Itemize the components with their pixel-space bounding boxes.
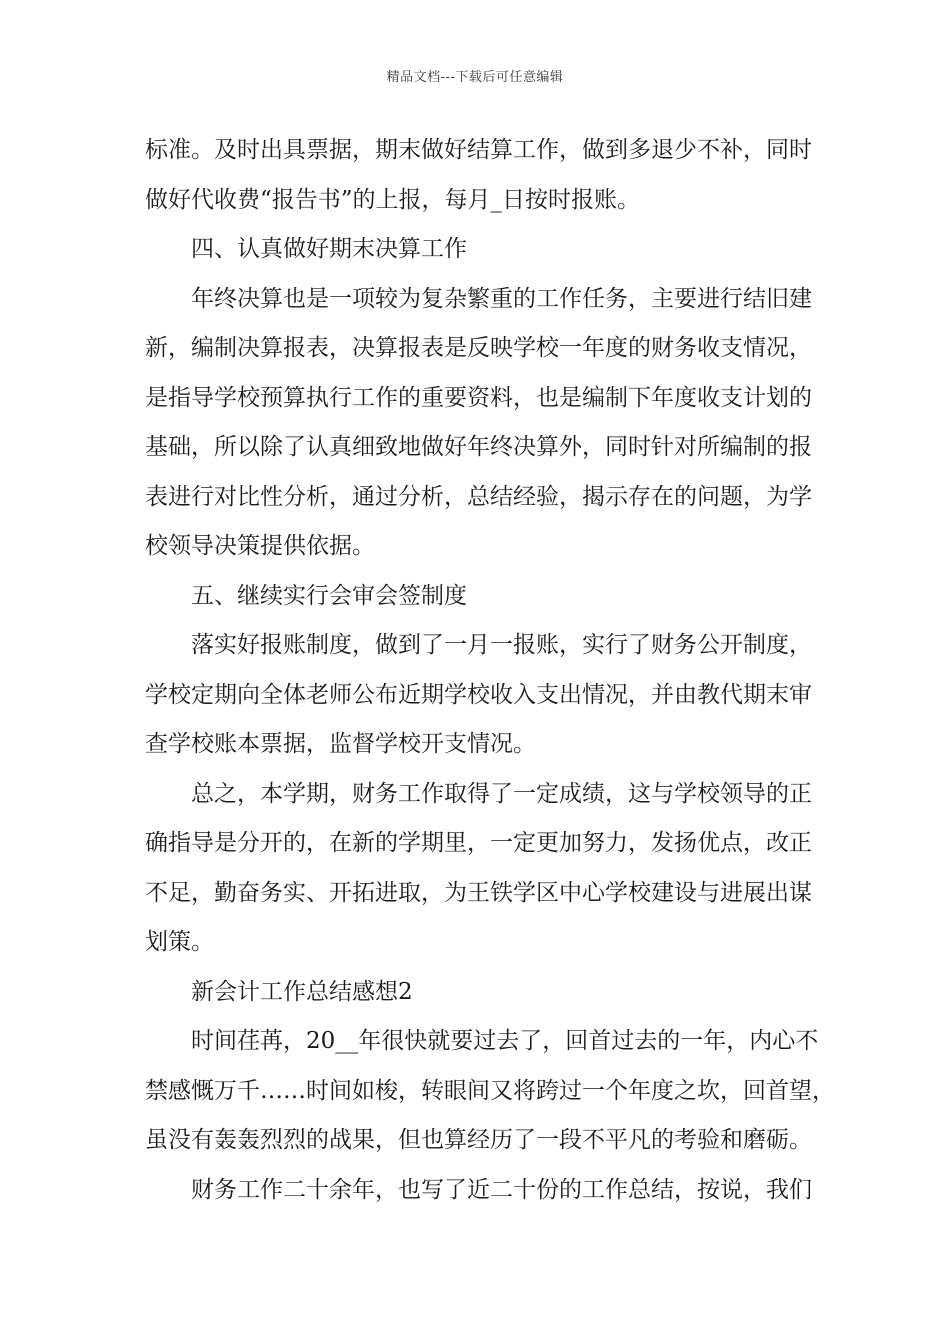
text-line: 时间荏苒，20__年很快就要过去了，回首过去的一年，内心不 — [191, 1028, 819, 1054]
text-line: 是指导学校预算执行工作的重要资料，也是编制下年度收支计划的 — [145, 384, 812, 411]
text-line: 确指导是分开的，在新的学期里，一定更加努力，发扬优点，改正 — [145, 830, 812, 856]
text-line: 禁感慨万千……时间如梭，转眼间又将跨过一个年度之坎，回首望， — [145, 1077, 835, 1104]
page-header: 精品文档---下载后可任意编辑 — [386, 70, 564, 85]
text-line: 基础，所以除了认真细致地做好年终决算外，同时针对所编制的报 — [145, 434, 812, 460]
text-line: 新，编制决算报表，决算报表是反映学校一年度的财务收支情况， — [145, 335, 812, 361]
text-line: 标准。及时出具票据，期末做好结算工作，做到多退少不补，同时 — [145, 137, 812, 163]
text-line: 学校定期向全体老师公布近期学校收入支出情况，并由教代期末审 — [145, 681, 812, 708]
text-line: 校领导决策提供依据。 — [145, 533, 375, 559]
text-line: 落实好报账制度，做到了一月一报账，实行了财务公开制度， — [191, 632, 812, 658]
text-line: 年终决算也是一项较为复杂繁重的工作任务，主要进行结旧建 — [191, 285, 812, 312]
text-line: 新会计工作总结感想2 — [191, 978, 413, 1005]
text-line: 表进行对比性分析，通过分析，总结经验，揭示存在的问题，为学 — [145, 483, 812, 510]
document-body — [145, 126, 835, 1215]
text-line: 做好代收费“报告书”的上报，每月_日按时报账。 — [145, 186, 641, 213]
text-line: 五、继续实行会审会签制度 — [191, 582, 467, 609]
text-line: 虽没有轰轰烈烈的战果，但也算经历了一段不平凡的考验和磨砺。 — [145, 1127, 812, 1153]
text-line: 财务工作二十余年，也写了近二十份的工作总结，按说，我们 — [191, 1176, 812, 1203]
text-line: 查学校账本票据，监督学校开支情况。 — [145, 731, 536, 757]
text-line: 四、认真做好期末决算工作 — [191, 236, 467, 262]
text-line: 不足，勤奋务实、开拓进取，为王铁学区中心学校建设与进展出谋 — [145, 879, 812, 906]
text-line: 总之，本学期，财务工作取得了一定成绩，这与学校领导的正 — [191, 780, 812, 807]
text-line: 划策。 — [145, 929, 214, 955]
